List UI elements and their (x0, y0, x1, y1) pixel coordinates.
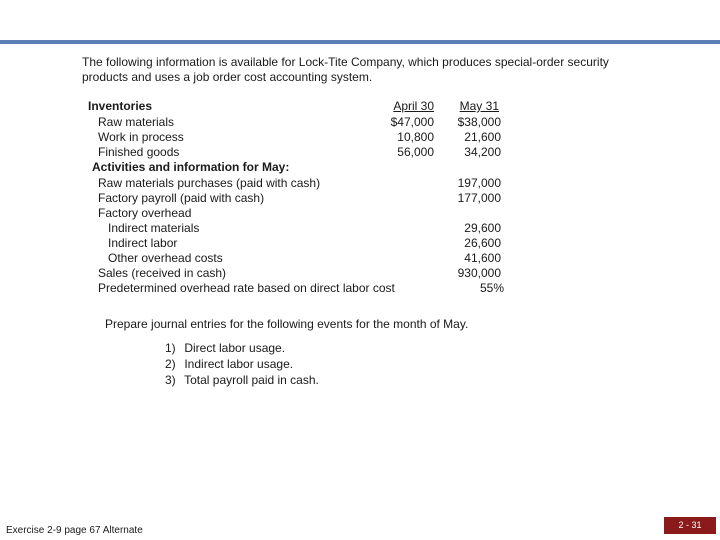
list-item-text: Direct labor usage. (184, 341, 286, 355)
activity-row-value: 55% (479, 281, 504, 295)
activity-row-label: Factory payroll (paid with cash) (98, 191, 265, 205)
intro-paragraph (82, 55, 642, 85)
page-number-badge: 2 - 31 (664, 517, 716, 534)
list-item (165, 356, 319, 372)
list-item-number: 2) (165, 357, 176, 371)
event-list (165, 340, 319, 388)
inventory-row-may: $38,000 (457, 115, 501, 129)
inventory-row-may: 34,200 (464, 145, 501, 159)
list-item (165, 340, 319, 356)
inventory-row-label: Raw materials (98, 115, 175, 129)
activity-row-label: Indirect materials (108, 221, 200, 235)
inventory-row-april: $47,000 (390, 115, 434, 129)
intro-line: products and uses a job order cost accounting system. (82, 70, 373, 84)
activity-row-label: Predetermined overhead rate based on direct labor cost (98, 281, 395, 295)
list-item-text: Indirect labor usage. (184, 357, 294, 371)
activity-row-label: Factory overhead (98, 206, 192, 220)
inventory-row-april: 56,000 (397, 145, 434, 159)
activity-row-label: Raw materials purchases (paid with cash) (98, 176, 321, 190)
activity-row-value: 930,000 (457, 266, 501, 280)
activity-row-label: Indirect labor (108, 236, 178, 250)
col-may-header: May 31 (459, 99, 499, 113)
list-item (165, 372, 319, 388)
activity-row-value: 41,600 (464, 251, 501, 265)
inventory-row-label: Finished goods (98, 145, 180, 159)
activity-row-value: 29,600 (464, 221, 501, 235)
col-april-header: April 30 (393, 99, 434, 113)
inventory-row-april: 10,800 (397, 130, 434, 144)
inventories-heading: Inventories (88, 99, 153, 113)
inventory-row-may: 21,600 (464, 130, 501, 144)
inventory-row-label: Work in process (98, 130, 184, 144)
list-item-text: Total payroll paid in cash. (184, 373, 319, 387)
activity-row-value: 26,600 (464, 236, 501, 250)
list-item-number: 3) (165, 373, 176, 387)
activity-row-label: Sales (received in cash) (98, 266, 227, 280)
activity-row-value: 197,000 (457, 176, 501, 190)
activity-row-value: 177,000 (457, 191, 501, 205)
instruction-text: Prepare journal entries for the following events for the month of May. (105, 317, 469, 331)
top-accent-bar (0, 40, 720, 44)
activities-heading: Activities and information for May: (92, 160, 290, 174)
intro-line: The following information is available for Lock-Tite Company, which produces special-order security (82, 55, 609, 69)
activity-row-label: Other overhead costs (108, 251, 223, 265)
list-item-number: 1) (165, 341, 176, 355)
footer-reference: Exercise 2-9 page 67 Alternate (6, 525, 143, 536)
